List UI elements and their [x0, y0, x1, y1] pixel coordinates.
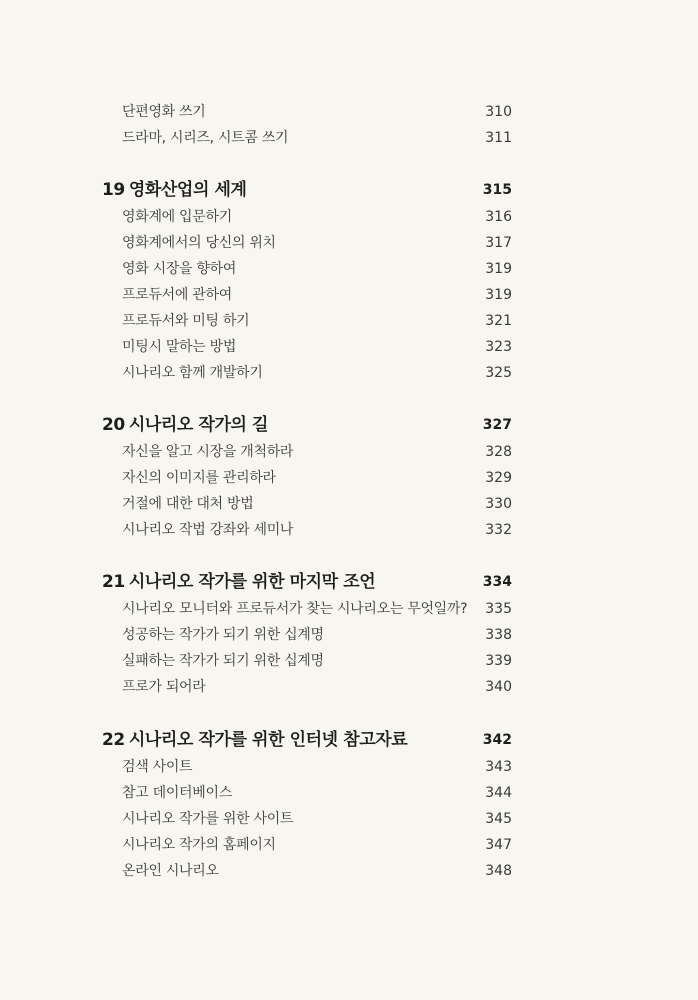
toc-entry — [0, 361, 698, 385]
entry-title: 드라마, 시리즈, 시트콤 쓰기 — [122, 130, 289, 146]
toc-entry — [0, 675, 698, 699]
entry-title: 프로가 되어라 — [122, 679, 206, 695]
entry-page: 338 — [485, 627, 512, 643]
chapter-title — [102, 728, 407, 752]
chapter-heading — [0, 413, 698, 437]
toc-entry — [0, 231, 698, 255]
entry-title: 미팅시 말하는 방법 — [122, 339, 237, 355]
entry-page: 317 — [485, 235, 512, 251]
toc-entry — [0, 518, 698, 542]
entry-page: 329 — [485, 470, 512, 486]
entry-page: 310 — [485, 104, 512, 120]
chapter-number: 19 — [102, 180, 125, 200]
chapter-title — [102, 178, 247, 202]
entry-page: 325 — [485, 365, 512, 381]
chapter-name: 시나리오 작가의 길 — [128, 415, 269, 435]
entry-title: 성공하는 작가가 되기 위한 십계명 — [122, 627, 324, 643]
chapter-title — [102, 413, 268, 437]
entry-title: 영화계에 입문하기 — [122, 209, 232, 225]
entry-title: 프로듀서에 관하여 — [122, 287, 232, 303]
toc-entry — [0, 283, 698, 307]
entry-page: 339 — [485, 653, 512, 669]
chapter-number: 20 — [102, 415, 125, 435]
entry-page: 332 — [485, 522, 512, 538]
entry-page: 343 — [485, 759, 512, 775]
entry-title: 검색 사이트 — [122, 759, 193, 775]
toc-entry — [0, 649, 698, 673]
chapter-heading — [0, 178, 698, 202]
entry-page: 348 — [485, 863, 512, 879]
entry-page: 311 — [485, 130, 512, 146]
entry-page: 335 — [485, 601, 512, 617]
entry-title: 단편영화 쓰기 — [122, 104, 206, 120]
entry-title: 시나리오 작가를 위한 사이트 — [122, 811, 294, 827]
entry-title: 프로듀서와 미팅 하기 — [122, 313, 250, 329]
chapter-number: 22 — [102, 730, 125, 750]
entry-page: 321 — [485, 313, 512, 329]
toc-entry — [0, 257, 698, 281]
chapter-heading — [0, 570, 698, 594]
entry-page: 345 — [485, 811, 512, 827]
toc-entry — [0, 205, 698, 229]
chapter-page: 342 — [482, 732, 512, 748]
toc-entry — [0, 440, 698, 464]
entry-page: 319 — [485, 287, 512, 303]
toc-entry — [0, 466, 698, 490]
entry-page: 323 — [485, 339, 512, 355]
entry-title: 거절에 대한 대처 방법 — [122, 496, 254, 512]
toc-entry — [0, 309, 698, 333]
entry-title: 시나리오 모니터와 프로듀서가 찾는 시나리오는 무엇일까? — [122, 601, 468, 617]
toc-entry — [0, 100, 698, 124]
entry-title: 자신을 알고 시장을 개척하라 — [122, 444, 294, 460]
entry-page: 340 — [485, 679, 512, 695]
entry-title: 온라인 시나리오 — [122, 863, 219, 879]
chapter-page: 315 — [482, 182, 512, 198]
entry-page: 344 — [485, 785, 512, 801]
entry-title: 시나리오 작법 강좌와 세미나 — [122, 522, 294, 538]
chapter-page: 327 — [482, 417, 512, 433]
entry-page: 316 — [485, 209, 512, 225]
entry-page: 319 — [485, 261, 512, 277]
entry-title: 시나리오 작가의 홈페이지 — [122, 837, 276, 853]
toc-entry — [0, 335, 698, 359]
toc-entry — [0, 597, 698, 621]
entry-title: 자신의 이미지를 관리하라 — [122, 470, 276, 486]
entry-title: 참고 데이터베이스 — [122, 785, 232, 801]
entry-page: 328 — [485, 444, 512, 460]
toc-entry — [0, 126, 698, 150]
toc-entry — [0, 781, 698, 805]
chapter-number: 21 — [102, 572, 125, 592]
entry-title: 실패하는 작가가 되기 위한 십계명 — [122, 653, 324, 669]
chapter-name: 시나리오 작가를 위한 인터넷 참고자료 — [128, 730, 408, 750]
toc-entry — [0, 492, 698, 516]
entry-title: 영화계에서의 당신의 위치 — [122, 235, 276, 251]
chapter-title — [102, 570, 375, 594]
toc-entry — [0, 833, 698, 857]
entry-title: 영화 시장을 향하여 — [122, 261, 237, 277]
entry-page: 347 — [485, 837, 512, 853]
toc-entry — [0, 807, 698, 831]
toc-entry — [0, 623, 698, 647]
chapter-heading — [0, 728, 698, 752]
entry-title: 시나리오 함께 개발하기 — [122, 365, 263, 381]
toc-entry — [0, 755, 698, 779]
chapter-name: 영화산업의 세계 — [128, 180, 247, 200]
chapter-page: 334 — [482, 574, 512, 590]
chapter-name: 시나리오 작가를 위한 마지막 조언 — [128, 572, 376, 592]
toc-entry — [0, 859, 698, 883]
entry-page: 330 — [485, 496, 512, 512]
